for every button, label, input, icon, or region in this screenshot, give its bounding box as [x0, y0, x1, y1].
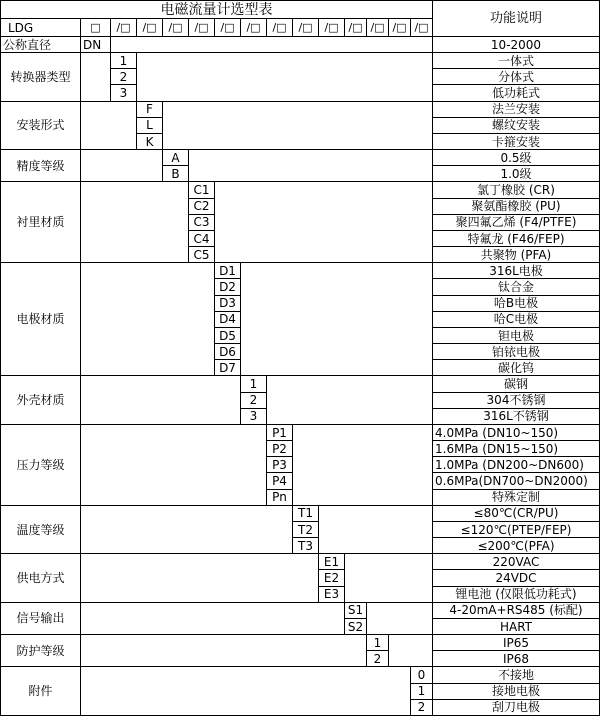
option-code: K [137, 134, 163, 150]
spacer-cell [163, 102, 433, 151]
option-function: IP65 [433, 635, 600, 651]
option-function: 碳钢 [433, 376, 600, 392]
section-label-protection-rating: 防护等级 [1, 635, 81, 667]
option-code: 2 [111, 69, 137, 85]
option-code: D1 [215, 263, 241, 279]
model-slot-box: /□ [189, 19, 215, 37]
option-function: 一体式 [433, 53, 600, 69]
spacer-cell [81, 667, 411, 716]
option-code: T1 [293, 506, 319, 522]
option-code: P2 [267, 441, 293, 457]
option-code: 2 [241, 393, 267, 409]
option-function: IP68 [433, 651, 600, 667]
section-label-temperature-rating: 温度等级 [1, 506, 81, 555]
spacer-cell [81, 425, 267, 506]
function-column-header: 功能说明 [433, 1, 600, 37]
option-function: 0.5级 [433, 150, 600, 166]
option-code: S1 [345, 603, 367, 619]
model-slot-box: /□ [293, 19, 319, 37]
spacer-cell [111, 37, 433, 53]
option-function: 304不锈钢 [433, 393, 600, 409]
option-function: 4-20mA+RS485 (标配) [433, 603, 600, 619]
option-function: 钛合金 [433, 279, 600, 295]
spacer-cell [319, 506, 433, 555]
option-function: 锂电池 (仅限低功耗式) [433, 587, 600, 603]
section-label-accuracy-class: 精度等级 [1, 150, 81, 182]
option-code: 3 [241, 409, 267, 425]
option-code: 2 [411, 700, 433, 716]
option-function: 螺纹安装 [433, 118, 600, 134]
section-label-converter-type: 转换器类型 [1, 53, 81, 102]
spacer-cell [267, 376, 433, 425]
option-code: E1 [319, 554, 345, 570]
option-function: 特氟龙 (F46/FEP) [433, 231, 600, 247]
model-slot-box: /□ [215, 19, 241, 37]
model-slot-box: /□ [241, 19, 267, 37]
spacer-cell [81, 102, 137, 151]
option-code: E2 [319, 570, 345, 586]
option-function: 316L不锈钢 [433, 409, 600, 425]
spacer-cell [81, 182, 189, 263]
option-code: 0 [411, 667, 433, 683]
option-code: D5 [215, 328, 241, 344]
option-code: Pn [267, 490, 293, 506]
table-title: 电磁流量计选型表 [1, 1, 433, 19]
section-label-installation-type: 安装形式 [1, 102, 81, 151]
spacer-cell [189, 150, 433, 182]
option-function: HART [433, 619, 600, 635]
spacer-cell [81, 554, 319, 603]
option-function: 不接地 [433, 667, 600, 683]
option-code: E3 [319, 587, 345, 603]
option-code: P1 [267, 425, 293, 441]
model-slot-box: /□ [163, 19, 189, 37]
model-slot-box: /□ [111, 19, 137, 37]
option-code: C3 [189, 215, 215, 231]
option-code: C4 [189, 231, 215, 247]
spacer-cell [137, 53, 433, 102]
model-slot-box: /□ [267, 19, 293, 37]
option-code: S2 [345, 619, 367, 635]
option-code: D6 [215, 344, 241, 360]
spacer-cell [293, 425, 433, 506]
option-function: 1.0级 [433, 166, 600, 182]
option-function: 法兰安装 [433, 102, 600, 118]
spacer-cell [345, 554, 433, 603]
model-slot-box: /□ [137, 19, 163, 37]
option-code: T3 [293, 538, 319, 554]
option-function: 氯丁橡胶 (CR) [433, 182, 600, 198]
option-code: 2 [367, 651, 389, 667]
spacer-cell [81, 506, 293, 555]
option-code: D4 [215, 312, 241, 328]
option-function: 哈B电极 [433, 296, 600, 312]
option-function: ≤200℃(PFA) [433, 538, 600, 554]
section-label-accessories: 附件 [1, 667, 81, 716]
option-code: A [163, 150, 189, 166]
model-slot-box: /□ [411, 19, 433, 37]
option-function: 220VAC [433, 554, 600, 570]
option-function: 特殊定制 [433, 490, 600, 506]
option-code: C2 [189, 199, 215, 215]
option-function: 24VDC [433, 570, 600, 586]
option-code: P3 [267, 457, 293, 473]
option-code: D7 [215, 360, 241, 376]
diameter-function: 10-2000 [433, 37, 600, 53]
model-slot-box: /□ [367, 19, 389, 37]
option-code: C5 [189, 247, 215, 263]
option-code: P4 [267, 473, 293, 489]
option-function: 卡箍安装 [433, 134, 600, 150]
option-code: C1 [189, 182, 215, 198]
model-prefix: LDG [1, 19, 81, 37]
spacer-cell [81, 603, 345, 635]
spacer-cell [81, 635, 367, 667]
diameter-code: DN [81, 37, 111, 53]
section-label-signal-output: 信号输出 [1, 603, 81, 635]
option-code: T2 [293, 522, 319, 538]
spacer-cell [81, 376, 241, 425]
option-code: F [137, 102, 163, 118]
model-slot-box: /□ [319, 19, 345, 37]
spacer-cell [81, 263, 215, 376]
option-function: ≤120℃(PTEP/FEP) [433, 522, 600, 538]
option-function: 0.6MPa(DN700~DN2000) [433, 473, 600, 489]
spacer-cell [241, 263, 433, 376]
model-slot-box: /□ [389, 19, 411, 37]
spacer-cell [215, 182, 433, 263]
option-function: 分体式 [433, 69, 600, 85]
option-function: 铂铱电极 [433, 344, 600, 360]
option-code: 1 [411, 684, 433, 700]
option-code: 1 [111, 53, 137, 69]
option-function: 刮刀电极 [433, 700, 600, 716]
section-label-housing-material: 外壳材质 [1, 376, 81, 425]
model-slot-box: /□ [345, 19, 367, 37]
option-function: 钽电极 [433, 328, 600, 344]
option-function: 哈C电极 [433, 312, 600, 328]
model-digit-box: □ [81, 19, 111, 37]
option-function: 1.0MPa (DN200~DN600) [433, 457, 600, 473]
option-function: ≤80℃(CR/PU) [433, 506, 600, 522]
spacer-cell [367, 603, 433, 635]
option-function: 碳化钨 [433, 360, 600, 376]
option-function: 共聚物 (PFA) [433, 247, 600, 263]
option-function: 聚氨酯橡胶 (PU) [433, 199, 600, 215]
option-function: 低功耗式 [433, 85, 600, 101]
option-function: 316L电极 [433, 263, 600, 279]
section-label-pressure-rating: 压力等级 [1, 425, 81, 506]
option-code: L [137, 118, 163, 134]
diameter-label: 公称直径 [1, 37, 81, 53]
option-function: 聚四氟乙烯 (F4/PTFE) [433, 215, 600, 231]
section-label-power-supply: 供电方式 [1, 554, 81, 603]
section-label-liner-material: 衬里材质 [1, 182, 81, 263]
spacer-cell [81, 150, 163, 182]
spacer-cell [389, 635, 433, 667]
option-function: 4.0MPa (DN10~150) [433, 425, 600, 441]
option-code: B [163, 166, 189, 182]
spacer-cell [81, 53, 111, 102]
option-code: 3 [111, 85, 137, 101]
option-code: D3 [215, 296, 241, 312]
option-code: D2 [215, 279, 241, 295]
option-function: 接地电极 [433, 684, 600, 700]
option-function: 1.6MPa (DN15~150) [433, 441, 600, 457]
option-code: 1 [367, 635, 389, 651]
option-code: 1 [241, 376, 267, 392]
section-label-electrode-material: 电极材质 [1, 263, 81, 376]
